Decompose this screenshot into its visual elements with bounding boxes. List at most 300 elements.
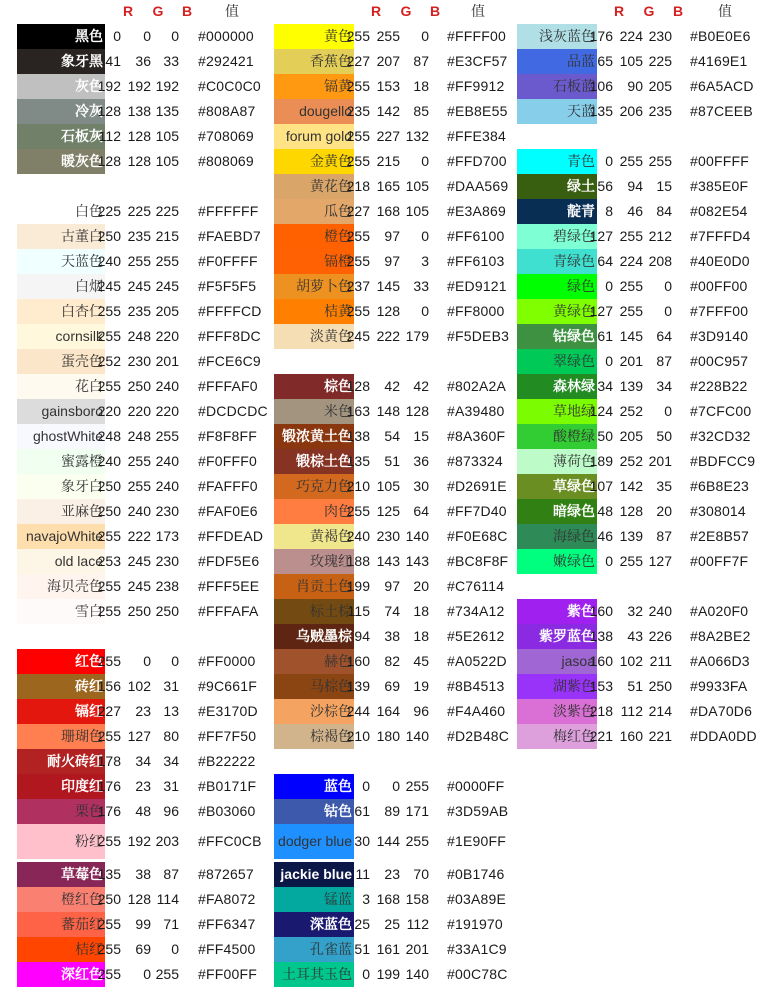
color-row <box>274 74 527 99</box>
hex-value: #33A1C9 <box>447 941 507 957</box>
value-r: 160 <box>589 603 613 619</box>
hex-value: #BDFCC9 <box>690 453 756 469</box>
color-swatch-label: 碧绿色 <box>517 224 597 249</box>
value-g: 206 <box>619 103 643 119</box>
value-r: 255 <box>346 503 370 519</box>
hex-value: #BC8F8F <box>447 553 509 569</box>
value-r: 255 <box>346 153 370 169</box>
value-b: 215 <box>155 228 179 244</box>
hex-value: #FFFAFA <box>198 603 259 619</box>
value-g: 245 <box>127 278 151 294</box>
hex-value: #9C661F <box>198 678 257 694</box>
value-r: 221 <box>589 728 613 744</box>
value-r: 227 <box>346 203 370 219</box>
color-row <box>274 574 527 599</box>
color-row <box>17 799 278 824</box>
value-b: 15 <box>413 428 429 444</box>
hex-value: #8A360F <box>447 428 506 444</box>
value-b: 20 <box>656 503 672 519</box>
value-r: 255 <box>97 916 121 932</box>
color-swatch-label: 镉黄 <box>274 74 354 99</box>
value-r: 138 <box>589 628 613 644</box>
hex-value: #5E2612 <box>447 628 505 644</box>
hex-value: #FFF8DC <box>198 328 261 344</box>
color-row <box>274 124 527 149</box>
color-swatch-label: 橙色 <box>274 224 354 249</box>
hex-value: #385E0F <box>690 178 749 194</box>
color-swatch-label: 深红色 <box>17 962 105 987</box>
color-swatch-label: 锻浓黄土色 <box>274 424 354 449</box>
hex-value: #B03060 <box>198 803 256 819</box>
value-g: 207 <box>376 53 400 69</box>
value-r: 255 <box>346 78 370 94</box>
value-b: 70 <box>413 866 429 882</box>
value-g: 255 <box>619 553 643 569</box>
value-b: 255 <box>155 253 179 269</box>
value-b: 171 <box>405 803 429 819</box>
value-g: 220 <box>127 403 151 419</box>
value-b: 235 <box>648 103 672 119</box>
value-b: 105 <box>405 203 429 219</box>
value-b: 105 <box>155 128 179 144</box>
value-g: 23 <box>384 866 400 882</box>
color-row <box>274 399 527 424</box>
color-swatch-label: old lace <box>17 549 105 574</box>
color-row <box>274 274 527 299</box>
value-b: 240 <box>155 453 179 469</box>
value-r: 11 <box>355 866 370 882</box>
hex-value: #082E54 <box>690 203 748 219</box>
value-b: 201 <box>405 941 429 957</box>
value-g: 199 <box>376 966 400 982</box>
color-swatch-label: 海绿色 <box>517 524 597 549</box>
value-b: 87 <box>163 866 179 882</box>
value-b: 158 <box>405 891 429 907</box>
color-swatch-label: 钴色 <box>274 799 354 824</box>
color-row <box>17 649 278 674</box>
value-b: 13 <box>163 703 179 719</box>
value-r: 138 <box>346 428 370 444</box>
value-g: 252 <box>619 453 643 469</box>
value-r: 128 <box>97 153 121 169</box>
value-b: 0 <box>171 28 179 44</box>
value-b: 112 <box>406 916 429 932</box>
value-b: 87 <box>656 353 672 369</box>
header-g: G <box>643 3 655 19</box>
color-row <box>517 724 770 749</box>
hex-value: #A020F0 <box>690 603 749 619</box>
value-g: 97 <box>384 253 400 269</box>
hex-value: #EB8E55 <box>447 103 508 119</box>
color-row <box>517 174 770 199</box>
value-r: 210 <box>346 478 370 494</box>
value-r: 124 <box>589 403 613 419</box>
value-b: 64 <box>656 328 672 344</box>
color-row <box>517 249 770 274</box>
hex-value: #308014 <box>690 503 746 519</box>
value-g: 255 <box>127 478 151 494</box>
value-b: 33 <box>413 278 429 294</box>
color-row <box>517 199 770 224</box>
value-g: 153 <box>376 78 400 94</box>
value-g: 105 <box>376 478 400 494</box>
value-b: 31 <box>163 678 179 694</box>
value-r: 252 <box>97 353 121 369</box>
hex-value: #FF7D40 <box>447 503 507 519</box>
color-swatch-label: dougello <box>274 99 354 124</box>
value-r: 227 <box>346 53 370 69</box>
color-swatch-label: 白杏仁 <box>17 299 105 324</box>
value-b: 205 <box>648 78 672 94</box>
color-row <box>274 824 527 859</box>
hex-value: #00FFFF <box>690 153 749 169</box>
hex-value: #1E90FF <box>447 833 506 849</box>
value-g: 97 <box>384 578 400 594</box>
hex-value: #FA8072 <box>198 891 256 907</box>
value-b: 240 <box>155 378 179 394</box>
value-b: 18 <box>413 78 429 94</box>
hex-value: #8B4513 <box>447 678 505 694</box>
color-row <box>274 149 527 174</box>
value-b: 226 <box>648 628 672 644</box>
hex-value: #F5F5F5 <box>198 278 257 294</box>
color-swatch-label: 紫色 <box>517 599 597 624</box>
value-b: 255 <box>155 428 179 444</box>
color-swatch-label: 黄色 <box>274 24 354 49</box>
value-b: 84 <box>656 203 672 219</box>
value-b: 96 <box>413 703 429 719</box>
value-g: 230 <box>127 353 151 369</box>
color-row <box>17 249 278 274</box>
value-r: 255 <box>346 228 370 244</box>
color-row <box>517 324 770 349</box>
color-row <box>17 574 278 599</box>
value-b: 255 <box>405 833 429 849</box>
value-g: 225 <box>127 203 151 219</box>
color-row <box>274 862 527 887</box>
color-swatch-label: dodger blue <box>274 824 354 859</box>
value-g: 164 <box>376 703 400 719</box>
color-row <box>517 399 770 424</box>
value-b: 128 <box>405 403 429 419</box>
color-row <box>274 724 527 749</box>
hex-value: #7FFFD4 <box>690 228 751 244</box>
value-r: 176 <box>589 28 613 44</box>
color-row <box>517 99 770 124</box>
value-r: 188 <box>346 553 370 569</box>
color-swatch-label: 古董白 <box>17 224 105 249</box>
value-r: 199 <box>346 578 370 594</box>
value-r: 61 <box>597 328 613 344</box>
color-row <box>517 474 770 499</box>
value-b: 80 <box>163 728 179 744</box>
value-b: 225 <box>648 53 672 69</box>
color-swatch-label: 亚麻色 <box>17 499 105 524</box>
hex-value: #A066D3 <box>690 653 750 669</box>
color-swatch-label: 蛋壳色 <box>17 349 105 374</box>
value-r: 107 <box>589 478 613 494</box>
hex-value: #FFFFCD <box>198 303 262 319</box>
color-row <box>17 862 278 887</box>
color-row <box>517 24 770 49</box>
color-row <box>17 124 278 149</box>
value-g: 165 <box>376 178 400 194</box>
value-b: 225 <box>155 203 179 219</box>
color-swatch-label: 紫罗蓝色 <box>517 624 597 649</box>
value-b: 0 <box>421 303 429 319</box>
color-swatch-label: 冷灰 <box>17 99 105 124</box>
color-row <box>274 912 527 937</box>
color-row <box>274 774 527 799</box>
header-b: B <box>181 3 193 19</box>
color-row <box>517 74 770 99</box>
value-g: 25 <box>384 916 400 932</box>
value-r: 255 <box>97 528 121 544</box>
color-row <box>17 887 278 912</box>
hex-value: #F0E68C <box>447 528 508 544</box>
value-g: 245 <box>127 553 151 569</box>
value-g: 255 <box>619 228 643 244</box>
value-b: 205 <box>155 303 179 319</box>
hex-value: #00FF7F <box>690 553 749 569</box>
value-r: 237 <box>346 278 370 294</box>
value-g: 143 <box>376 553 400 569</box>
value-g: 127 <box>127 728 151 744</box>
value-b: 0 <box>171 941 179 957</box>
value-r: 135 <box>97 866 121 882</box>
value-b: 173 <box>155 528 179 544</box>
color-row <box>274 887 527 912</box>
color-swatch-label: 海贝壳色 <box>17 574 105 599</box>
color-swatch-label: 薄荷色 <box>517 449 597 474</box>
value-r: 153 <box>589 678 613 694</box>
color-swatch-label: 玫瑰红 <box>274 549 354 574</box>
value-r: 255 <box>97 378 121 394</box>
color-swatch-label: 乌贼墨棕 <box>274 624 354 649</box>
color-swatch-label: 香蕉色 <box>274 49 354 74</box>
value-b: 201 <box>648 453 672 469</box>
color-swatch-label: 品蓝 <box>517 49 597 74</box>
value-r: 51 <box>354 941 370 957</box>
value-g: 142 <box>619 478 643 494</box>
color-swatch-label: 梅红色 <box>517 724 597 749</box>
hex-value: #872657 <box>198 866 254 882</box>
value-g: 230 <box>376 528 400 544</box>
color-row <box>274 962 527 987</box>
value-r: 255 <box>346 28 370 44</box>
color-row <box>17 99 278 124</box>
color-row <box>17 549 278 574</box>
value-r: 244 <box>346 703 370 719</box>
hex-value: #FF6100 <box>447 228 505 244</box>
color-row <box>17 599 278 624</box>
value-r: 248 <box>97 428 121 444</box>
value-g: 245 <box>127 578 151 594</box>
header-value: 值 <box>225 3 239 19</box>
value-r: 135 <box>346 453 370 469</box>
value-b: 192 <box>155 78 179 94</box>
value-g: 224 <box>619 28 643 44</box>
color-row <box>17 962 278 987</box>
hex-value: #D2B48C <box>447 728 510 744</box>
value-b: 140 <box>405 528 429 544</box>
value-r: 112 <box>98 128 121 144</box>
color-swatch-label: 翠绿色 <box>517 349 597 374</box>
hex-value: #FFC0CB <box>198 833 262 849</box>
value-b: 35 <box>656 478 672 494</box>
hex-value: #FFF5EE <box>198 578 260 594</box>
value-b: 212 <box>648 228 672 244</box>
value-b: 0 <box>421 153 429 169</box>
color-swatch-label: 蓝色 <box>274 774 354 799</box>
value-b: 230 <box>648 28 672 44</box>
hex-value: #8A2BE2 <box>690 628 751 644</box>
color-swatch-label: 草地绿 <box>517 399 597 424</box>
header-value: 值 <box>718 3 732 19</box>
value-r: 218 <box>346 178 370 194</box>
hex-value: #F5DEB3 <box>447 328 510 344</box>
color-swatch-label: 石板蓝 <box>517 74 597 99</box>
value-r: 128 <box>97 103 121 119</box>
value-b: 20 <box>413 578 429 594</box>
hex-value: #7CFC00 <box>690 403 752 419</box>
color-row <box>274 324 527 349</box>
value-r: 0 <box>113 28 121 44</box>
hex-value: #DAA569 <box>447 178 509 194</box>
value-g: 32 <box>627 603 643 619</box>
color-row <box>17 824 278 859</box>
hex-value: #0000FF <box>447 778 505 794</box>
value-b: 201 <box>155 353 179 369</box>
color-row <box>17 749 278 774</box>
value-r: 255 <box>346 128 370 144</box>
color-row <box>517 549 770 574</box>
value-b: 105 <box>155 153 179 169</box>
value-g: 89 <box>384 803 400 819</box>
color-swatch-label: 花白 <box>17 374 105 399</box>
value-g: 128 <box>127 891 151 907</box>
value-r: 255 <box>97 578 121 594</box>
value-b: 214 <box>648 703 672 719</box>
value-r: 128 <box>346 378 370 394</box>
value-r: 61 <box>354 803 370 819</box>
value-r: 210 <box>346 728 370 744</box>
value-r: 135 <box>589 103 613 119</box>
hex-value: #DA70D6 <box>690 703 753 719</box>
hex-value: #00C957 <box>690 353 749 369</box>
value-b: 50 <box>656 428 672 444</box>
color-row <box>517 424 770 449</box>
hex-value: #292421 <box>198 53 254 69</box>
hex-value: #E3A869 <box>447 203 507 219</box>
hex-value: #0B1746 <box>447 866 505 882</box>
color-swatch-label: 淡紫色 <box>517 699 597 724</box>
value-g: 222 <box>376 328 400 344</box>
color-swatch-label: 象牙白 <box>17 474 105 499</box>
value-g: 145 <box>376 278 400 294</box>
value-r: 227 <box>97 703 121 719</box>
hex-value: #FFD700 <box>447 153 507 169</box>
color-swatch-label: 钴绿色 <box>517 324 597 349</box>
value-g: 36 <box>135 53 151 69</box>
color-row <box>17 324 278 349</box>
hex-value: #FF4500 <box>198 941 256 957</box>
hex-value: #87CEEB <box>690 103 753 119</box>
value-r: 160 <box>589 653 613 669</box>
value-g: 215 <box>376 153 400 169</box>
value-g: 0 <box>143 653 151 669</box>
hex-value: #708069 <box>198 128 254 144</box>
value-b: 250 <box>155 603 179 619</box>
color-row <box>17 224 278 249</box>
color-row <box>274 449 527 474</box>
value-g: 255 <box>127 453 151 469</box>
color-row <box>17 199 278 224</box>
value-r: 255 <box>97 303 121 319</box>
header-r: R <box>122 3 134 19</box>
color-swatch-label: 靛青 <box>517 199 597 224</box>
value-r: 245 <box>346 328 370 344</box>
color-row <box>17 374 278 399</box>
color-swatch-label: 深蓝色 <box>274 912 354 937</box>
hex-value: #F8F8FF <box>198 428 257 444</box>
color-swatch-label: 酸橙绿 <box>517 424 597 449</box>
value-g: 51 <box>627 678 643 694</box>
value-g: 128 <box>127 128 151 144</box>
color-row <box>274 524 527 549</box>
hex-value: #FFDEAD <box>198 528 264 544</box>
value-g: 54 <box>384 428 400 444</box>
value-g: 34 <box>135 753 151 769</box>
value-r: 255 <box>97 603 121 619</box>
value-g: 180 <box>376 728 400 744</box>
value-r: 176 <box>97 803 121 819</box>
color-swatch-label: forum gold <box>274 124 354 149</box>
value-b: 221 <box>648 728 672 744</box>
color-swatch-label: 黑色 <box>17 24 105 49</box>
hex-value: #FF00FF <box>198 966 257 982</box>
value-r: 65 <box>597 53 613 69</box>
color-row <box>274 474 527 499</box>
value-r: 255 <box>97 653 121 669</box>
value-r: 156 <box>97 678 121 694</box>
color-swatch-label: 黄褐色 <box>274 524 354 549</box>
value-g: 144 <box>376 833 400 849</box>
value-b: 140 <box>405 728 429 744</box>
value-b: 240 <box>648 603 672 619</box>
value-r: 8 <box>605 203 613 219</box>
color-swatch-label: 暗绿色 <box>517 499 597 524</box>
hex-value: #FAFFF0 <box>198 478 258 494</box>
value-r: 240 <box>346 528 370 544</box>
hex-value: #3D59AB <box>447 803 509 819</box>
value-r: 192 <box>97 78 121 94</box>
color-row <box>274 549 527 574</box>
color-row <box>274 624 527 649</box>
color-swatch-label: 马棕色 <box>274 674 354 699</box>
value-g: 160 <box>619 728 643 744</box>
color-swatch-label: 标土棕 <box>274 599 354 624</box>
value-b: 36 <box>413 453 429 469</box>
hex-value: #DCDCDC <box>198 403 268 419</box>
value-r: 46 <box>597 528 613 544</box>
hex-value: #C0C0C0 <box>198 78 261 94</box>
color-swatch-label: 孔雀蓝 <box>274 937 354 962</box>
value-g: 74 <box>384 603 400 619</box>
color-swatch-label: 草绿色 <box>517 474 597 499</box>
color-row <box>17 912 278 937</box>
value-b: 230 <box>155 553 179 569</box>
